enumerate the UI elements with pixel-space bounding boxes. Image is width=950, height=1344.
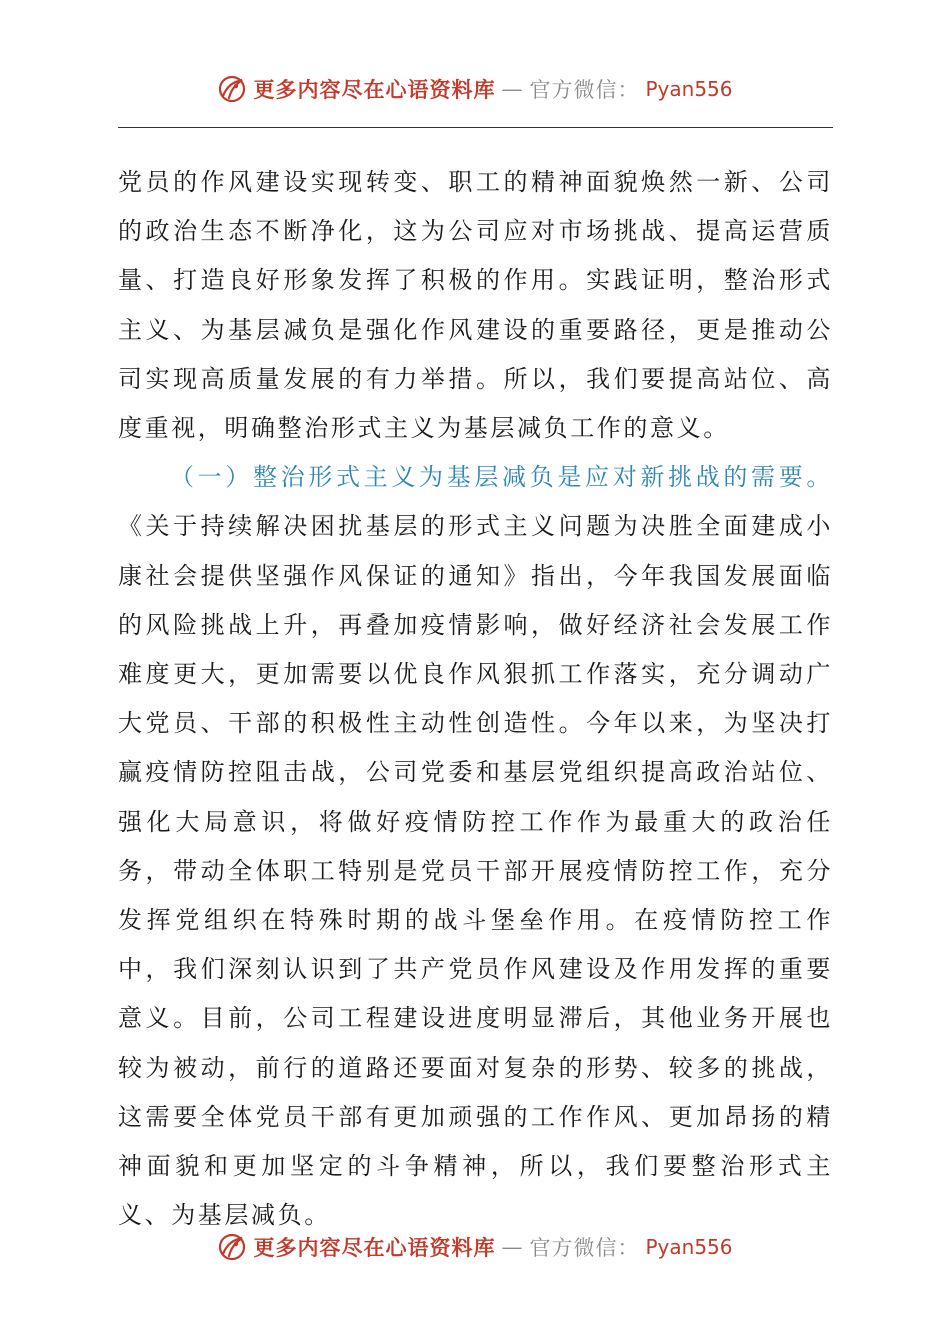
banner-wechat-label: 官方微信： — [529, 78, 640, 102]
header-banner — [0, 74, 950, 104]
footer-main-text: 更多内容尽在心语资料库 — [253, 1235, 496, 1260]
document-body — [118, 158, 833, 1240]
footer-banner — [0, 1232, 950, 1262]
logo-icon — [217, 1232, 247, 1262]
logo-icon — [217, 74, 247, 104]
header-divider — [118, 127, 833, 128]
footer-wechat-id: Pyan556 — [645, 1235, 733, 1259]
section-heading: （一）整治形式主义为基层减负是应对新挑战的需要。 — [170, 463, 833, 492]
paragraph-2 — [118, 453, 833, 1240]
banner-main-text: 更多内容尽在心语资料库 — [253, 77, 496, 102]
footer-dash: — — [501, 1235, 524, 1259]
banner-wechat-id: Pyan556 — [645, 77, 733, 101]
footer-wechat-label: 官方微信： — [529, 1236, 640, 1260]
paragraph-2-body: 《关于持续解决困扰基层的形式主义问题为决胜全面建成小康社会提供坚强作风保证的通知》指出，今年我国发展面临的风险挑战上升，再叠加疫情影响，做好经济社会发展工作难度更大，更加需要以优良作风狠抓工作落实，充分调动广大党员、干部的积极性主动性创造性。今年以来，为坚决打赢疫情防控阻击战，公司党委和基层党组织提高政治站位、强化大局意识，将做好疫情防控工作作为最重大的政治任务，带动全体职工特别是党员干部开展疫情防控工作，充分发挥党组织在特殊时期的战斗堡垒作用。在疫情防控工作中，我们深刻认识到了共产党员作风建设及作用发挥的重要意义。目前，公司工程建设进度明显滞后，其他业务开展也较为被动，前行的道路还要面对复杂的形势、较多的挑战，这需要全体党员干部有更加顽强的工作作风、更加昂扬的精神面貌和更加坚定的斗争精神，所以，我们要整治形式主义、为基层减负。 — [118, 512, 833, 1230]
banner-dash: — — [501, 77, 524, 101]
paragraph-1: 党员的作风建设实现转变、职工的精神面貌焕然一新、公司的政治生态不断净化，这为公司应对市场挑战、提高运营质量、打造良好形象发挥了积极的作用。实践证明，整治形式主义、为基层减负是强化作风建设的重要路径，更是推动公司实现高质量发展的有力举措。所以，我们要提高站位、高度重视，明确整治形式主义为基层减负工作的意义。 — [118, 168, 833, 443]
